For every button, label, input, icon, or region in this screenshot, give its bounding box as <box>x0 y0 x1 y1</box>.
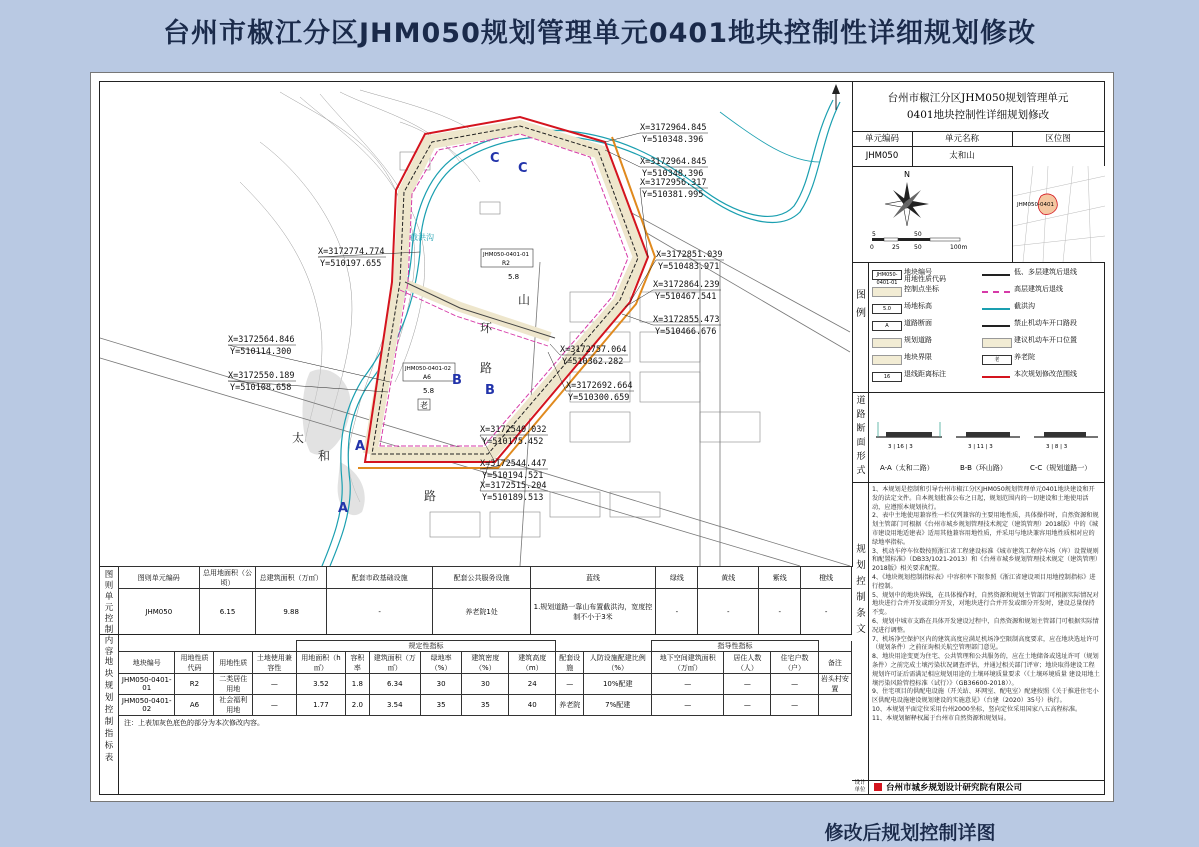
coord-leader <box>622 314 653 325</box>
coord-x: X=3172550.189 <box>228 371 295 381</box>
parcel-02-elev: 5.8 <box>423 387 435 395</box>
legend-swatch <box>982 291 1010 293</box>
parcel-control-table <box>118 640 852 716</box>
parcel-table-cell: 35 <box>420 695 462 716</box>
road-label-shan: 山 <box>518 293 531 307</box>
parcel-table-header: 容积率 <box>346 652 370 674</box>
legend-swatch <box>982 308 1010 310</box>
parcel-01[interactable] <box>481 249 533 281</box>
coord-y: Y=510189.513 <box>482 493 544 503</box>
legend-label: 退线距离标注 <box>904 370 946 378</box>
section-mark-a2: A <box>338 501 349 516</box>
section-mark-b2: B <box>485 383 495 398</box>
scale-tick-0: 0 <box>870 244 874 251</box>
legend-label: 高层建筑后退线 <box>1014 285 1063 293</box>
parcel-table-cell: A6 <box>175 695 214 716</box>
parcel-table-cell: 40 <box>509 695 556 716</box>
legend-label: 规划道路 <box>904 336 932 344</box>
drawing-frame <box>99 81 1105 795</box>
section-cc <box>1030 432 1098 472</box>
parcel-table-cell: 24 <box>509 674 556 695</box>
side-panel <box>852 82 1104 794</box>
unit-control-table <box>118 566 852 635</box>
unit-name-header: 单元名称 <box>912 132 1013 147</box>
table-note: 注：上表加灰色底色的部分为本次修改内容。 <box>124 719 264 727</box>
legend-swatch: 5.0 <box>872 304 902 314</box>
scale-tick-100: 100m <box>950 244 968 251</box>
parcel-table-cell: 二类居住用地 <box>214 674 253 695</box>
parcel-table-cell: 35 <box>462 695 509 716</box>
road-label-tai: 太 <box>292 431 305 445</box>
unit-table-cell: - <box>326 589 433 635</box>
parcel-table-cell: 30 <box>462 674 509 695</box>
legend-swatch <box>872 355 902 365</box>
coord-y: Y=510108.658 <box>230 383 292 393</box>
legend-swatch <box>872 287 902 297</box>
section-mark-c1: C <box>490 151 500 166</box>
coord-y: Y=510467.541 <box>655 292 717 302</box>
parcel-table-header: 用地面积（h㎡） <box>296 652 345 674</box>
unit-table-header: 总建筑面积（万㎡） <box>256 567 327 589</box>
legend-swatch <box>982 325 1010 327</box>
control-rules <box>852 482 1104 781</box>
parcel-table-cell <box>818 695 851 716</box>
legend-swatch <box>982 376 1010 378</box>
rule-item: 9、住宅项目的供配电设施（开关站、环网室、配电室）配建按照《关于推进住宅小区供配电设施建设规划建设的实施意见》（台建（2020）35号）执行。 <box>872 688 1099 705</box>
parcel-table-cell: 7%配建 <box>584 695 652 716</box>
coord-y: Y=510300.659 <box>568 393 630 403</box>
road-label-he: 和 <box>318 449 331 463</box>
section-aa-dims: 3 | 16 | 3 <box>888 444 913 450</box>
coord-x: X=3172540.032 <box>480 425 547 435</box>
coord-y: Y=510194.521 <box>482 471 544 481</box>
parcel-table-cell: R2 <box>175 674 214 695</box>
legend-label: 截洪沟 <box>1014 302 1035 310</box>
unit-table-header: 橙线 <box>801 567 852 589</box>
parcel-table-cell: — <box>652 674 724 695</box>
unit-table-header: 配套公共服务设施 <box>433 567 530 589</box>
legend-swatch: 老 <box>982 355 1012 365</box>
unit-table-cell: - <box>801 589 852 635</box>
elderly-home-tag: 老 <box>420 401 428 410</box>
road-label-road: 路 <box>480 361 493 375</box>
section-side-label: 道路断面形式 <box>856 396 866 476</box>
rule-item: 7、机场净空保护区内的建筑高度应满足机场净空限制高度要求，应在地块选址许可（规划条件）之前征询相关航空管理部门意见。 <box>872 635 1099 652</box>
coord-x: X=3172964.845 <box>640 123 707 133</box>
parcel-table-cell: — <box>252 695 296 716</box>
canal-label: 截洪沟 <box>410 233 434 242</box>
coord-y: Y=510197.655 <box>320 259 382 269</box>
coord-x: X=3172692.664 <box>566 381 633 391</box>
rule-item: 6、规划中城市支路在具体开发建设过程中，自然资源和规划主管部门可根据实际情况进行调整。 <box>872 617 1099 634</box>
parcel-table-cell: 6.34 <box>369 674 420 695</box>
unit-table-header: 配套市政基础设施 <box>326 567 433 589</box>
unit-code-value: JHM050 <box>852 146 913 167</box>
parcel-table-label: 地块规划控制指标表 <box>104 657 114 763</box>
unit-table-header: 黄线 <box>698 567 759 589</box>
scale-bar <box>870 231 967 251</box>
legend-label: 地块界限 <box>904 353 932 361</box>
coord-y: Y=510348.396 <box>642 169 704 179</box>
legend-swatch: A <box>872 321 902 331</box>
rule-item: 11、本规划解释权属于台州市自然资源和规划局。 <box>872 714 1010 722</box>
coord-x: X=3172956.317 <box>640 178 707 188</box>
parcel-table-cell: — <box>556 674 584 695</box>
parcel-table-cell: 1.8 <box>346 674 370 695</box>
scale-top-50: 50 <box>914 231 922 238</box>
parcel-table-cell: JHM050-0401-02 <box>119 695 175 716</box>
designer-label: 设计单位 <box>852 780 869 794</box>
compass-rose <box>852 166 1012 263</box>
section-mark-c2: C <box>518 161 528 176</box>
rules-side-label: 规划控制条文 <box>856 544 866 635</box>
outer-roads <box>100 212 850 566</box>
coord-x: X=3172544.447 <box>480 459 547 469</box>
footer-title: 修改后规划控制详图 <box>824 821 996 844</box>
parcel-table-cell: JHM050-0401-01 <box>119 674 175 695</box>
unit-table-header: 总用地面积（公顷） <box>199 567 256 589</box>
coord-x: X=3172855.473 <box>653 315 720 325</box>
parcel-table-header: 建筑高度（m） <box>509 652 556 674</box>
rule-item: 5、规划中的地块界线，在具体操作时，自然资源和规划主管部门可根据实际情况对地块进行合并开发或细分开发，对地块进行合并开发或细分开发时，建设总量保持不变。 <box>872 591 1099 617</box>
unit-table-header: 紫线 <box>759 567 801 589</box>
coord-y: Y=510175.452 <box>482 437 544 447</box>
parcel-table-header: 建筑密度（%） <box>462 652 509 674</box>
legend-side-label: 图例 <box>856 290 866 319</box>
coord-x: X=3172774.774 <box>318 247 385 257</box>
parcel-table-cell: 养老院 <box>556 695 584 716</box>
legend <box>852 262 1104 393</box>
scale-tick-25: 25 <box>892 244 900 251</box>
section-bb-dims: 3 | 11 | 3 <box>968 444 993 450</box>
coord-point <box>605 150 708 179</box>
location-header: 区位图 <box>1012 132 1104 147</box>
legend-label: 禁止机动车开口路段 <box>1014 319 1077 327</box>
parcel-table-header: 居住人数（人） <box>724 652 771 674</box>
parcel-table-cell: 2.0 <box>346 695 370 716</box>
parcel-table-cell: — <box>652 695 724 716</box>
coord-x: X=3172851.039 <box>656 250 723 260</box>
parcel-02-code: JHM050-0401-02 <box>405 366 451 372</box>
rules-text <box>872 486 1100 724</box>
section-bb-name: B-B（环山路） <box>960 464 1007 472</box>
coord-point <box>550 344 628 367</box>
coord-x: X=3172864.239 <box>653 280 720 290</box>
side-title-line2: 0401地块控制性详细规划修改 <box>906 109 1050 121</box>
parcel-table-cell: — <box>771 674 818 695</box>
coord-y: Y=510362.282 <box>562 357 624 367</box>
coord-y: Y=510114.300 <box>230 347 292 357</box>
unit-table-header: 蓝线 <box>530 567 655 589</box>
coord-leader <box>605 133 640 142</box>
unit-table-header: 绿线 <box>656 567 698 589</box>
drawing-sheet <box>90 72 1114 802</box>
parcel-table-header: 地下空间建筑面积（万㎡） <box>652 652 724 674</box>
legend-label: 道路断面 <box>904 319 932 327</box>
coord-point <box>480 459 548 481</box>
unit-name-value: 太和山 <box>912 146 1012 167</box>
unit-table-cell: 养老院1处 <box>433 589 530 635</box>
side-title-line1: 台州市椒江分区JHM050规划管理单元 <box>887 92 1069 104</box>
rule-item: 8、地块用途变更为住宅、公共管理和公共服务的，应在土地储备或选址许可（规划条件）之前完成土壤污染状况调查评估，并通过相关部门评审；地块取得建设工程规划许可证后需满足相应规划用途的土壤环境质量要求（《土壤环境质量 建设用地土壤污染风险管控标准（试行）》（GB36600-2018））。 <box>872 653 1100 687</box>
unit-table-cell: - <box>698 589 759 635</box>
parcel-01-code: JHM050-0401-01 <box>483 252 529 258</box>
unit-table-cell: 9.88 <box>256 589 327 635</box>
unit-table-label: 图则单元控制内容 <box>104 570 114 657</box>
legend-label: 地块编号 用地性质代码 <box>904 268 946 283</box>
coord-x: X=3172564.846 <box>228 335 295 345</box>
rule-item: 2、表中主地使用兼容性一栏仅列兼容的主要用地性质，具体操作时，自然资源和规划主管部门可根据《台州市城乡规划管理技术规定（建筑管理）2018版》中的《城市建设用地适建表》适用其他兼容用地性质，并采用与地块兼容用地性质相对应的绿地率指标。 <box>872 512 1099 546</box>
parcel-table-header: 地块编号 <box>119 652 175 674</box>
compass-icon <box>885 182 929 226</box>
section-mark-a1: A <box>355 439 366 454</box>
parcel-table-cell: 社会福利用地 <box>214 695 253 716</box>
parcel-table-header: 用地性质代码 <box>175 652 214 674</box>
legend-label: 养老院 <box>1014 353 1035 361</box>
legend-swatch <box>982 274 1010 276</box>
institute-logo-icon <box>874 783 882 791</box>
parcel-table-header: 住宅户数（户） <box>771 652 818 674</box>
parcel-table-cell: 3.52 <box>296 674 345 695</box>
coord-point <box>605 123 708 145</box>
rule-item: 4、《地块规划控制指标表》中容积率下限参照《浙江省建设项目用地控制指标》进行控制。 <box>872 573 1096 590</box>
coord-y: Y=510348.396 <box>642 135 704 145</box>
legend-swatch <box>982 338 1012 348</box>
designer-row <box>852 780 1104 794</box>
coord-point <box>622 314 721 337</box>
scale-tick-50: 50 <box>914 244 922 251</box>
guide-group-header: 指导性指标 <box>652 641 818 652</box>
legend-swatch: JHM050-0401-01 <box>872 270 902 280</box>
section-cc-dims: 3 | 8 | 3 <box>1046 444 1068 450</box>
legend-swatch: 16 <box>872 372 902 382</box>
parcel-table-header: 土地使用兼容性 <box>252 652 296 674</box>
parcel-02[interactable] <box>403 363 455 410</box>
parcel-01-use: R2 <box>502 260 510 267</box>
locmap-label: JHM050-0401 <box>1017 202 1054 208</box>
parcel-table-header: 备注 <box>818 652 851 674</box>
designer-name: 台州市城乡规划设计研究院有限公司 <box>886 783 1023 793</box>
parcel-table-cell: — <box>724 674 771 695</box>
road-sections <box>852 392 1104 483</box>
parcel-table-header: 建筑面积（万㎡） <box>369 652 420 674</box>
unit-table-cell: - <box>759 589 801 635</box>
legend-label: 本次规划修改范围线 <box>1014 370 1077 378</box>
parcel-table-cell: 10%配建 <box>584 674 652 695</box>
north-arrow-icon <box>832 84 840 110</box>
unit-table-header: 图则单元编码 <box>119 567 200 589</box>
section-bb <box>956 432 1020 472</box>
parcel-table-cell: — <box>771 695 818 716</box>
page-title: 台州市椒江分区JHM050规划管理单元0401地块控制性详细规划修改 <box>162 17 1037 49</box>
section-cc-name: C-C（规划道路一） <box>1030 464 1092 472</box>
scale-top-5: 5 <box>872 231 876 238</box>
legend-label: 建议机动车开口位置 <box>1014 336 1077 344</box>
coord-y: Y=510483.971 <box>658 262 720 272</box>
coord-x: X=3172757.064 <box>560 345 627 355</box>
planned-roads <box>370 127 640 454</box>
legend-label: 低、多层建筑后退线 <box>1014 268 1077 276</box>
rule-item: 3、机动车停车位数按照浙江省工程建设标准《城市建筑工程停车场（库）设置规则和配置标准》（DB33/1021-2013）和《台州市城乡规划管理技术规定（建筑管理）2018版》相关要求配置。 <box>872 547 1099 573</box>
footer-banner <box>760 815 1060 847</box>
table-row <box>119 695 852 716</box>
parcel-table-cell: 3.54 <box>369 695 420 716</box>
road-label-huan: 环 <box>480 321 493 335</box>
parcel-table-cell: 1.77 <box>296 695 345 716</box>
parcel-table-header: 人防设施配建比例（%） <box>584 652 652 674</box>
parcel-01-elev: 5.8 <box>508 273 520 281</box>
parcel-table-header: 用地性质 <box>214 652 253 674</box>
coord-x: X=3172964.845 <box>640 157 707 167</box>
parcel-02-use: A6 <box>423 374 431 381</box>
unit-code-header: 单元编码 <box>852 132 913 147</box>
rule-item: 10、本规划平面定位采用台州2000坐标，竖向定位采用国家八五高程标准。 <box>872 705 1082 713</box>
table-row <box>119 674 852 695</box>
legend-label: 控制点坐标 <box>904 285 939 293</box>
road-label-lu: 路 <box>424 489 437 503</box>
rule-item: 1、本规划是控制和引导台州市椒江分区JHM050规划管理单元0401地块建设和开发的法定文件。自本规划批准公布之日起，规划范围内的一切建设和土地使用活动，应遵照本规划执行。 <box>872 486 1095 511</box>
section-aa-name: A-A（太和二路） <box>880 464 934 472</box>
parcel-table-cell: 30 <box>420 674 462 695</box>
planned-group-header: 规定性指标 <box>296 641 555 652</box>
side-title <box>852 82 1104 132</box>
section-mark-b1: B <box>452 373 462 388</box>
unit-table-cell: JHM050 <box>119 589 200 635</box>
section-aa <box>876 422 942 472</box>
coord-leader <box>550 344 560 355</box>
coord-y: Y=510466.676 <box>655 327 717 337</box>
location-map <box>1012 166 1105 263</box>
parcel-table-header: 配套设施 <box>556 652 584 674</box>
parcel-table-cell: — <box>724 695 771 716</box>
parcel-table-cell: 岩头村安置 <box>818 674 851 695</box>
parcel-table-cell: — <box>252 674 296 695</box>
plan-map[interactable] <box>100 82 853 567</box>
unit-table-cell: 6.15 <box>199 589 256 635</box>
map-svg <box>100 82 852 566</box>
legend-label: 场地标高 <box>904 302 932 310</box>
parcel-table-header: 绿地率（%） <box>420 652 462 674</box>
coord-x: X=3172515.204 <box>480 481 547 491</box>
title-banner <box>0 0 1199 60</box>
unit-table-cell: 1.规划道路一靠山布置截洪沟，宽度控制不小于3米 <box>530 589 655 635</box>
tables-area <box>100 566 852 794</box>
unit-table-cell: - <box>656 589 698 635</box>
compass-n: N <box>904 170 910 179</box>
legend-swatch <box>872 338 902 348</box>
coord-y: Y=510381.995 <box>642 190 704 200</box>
